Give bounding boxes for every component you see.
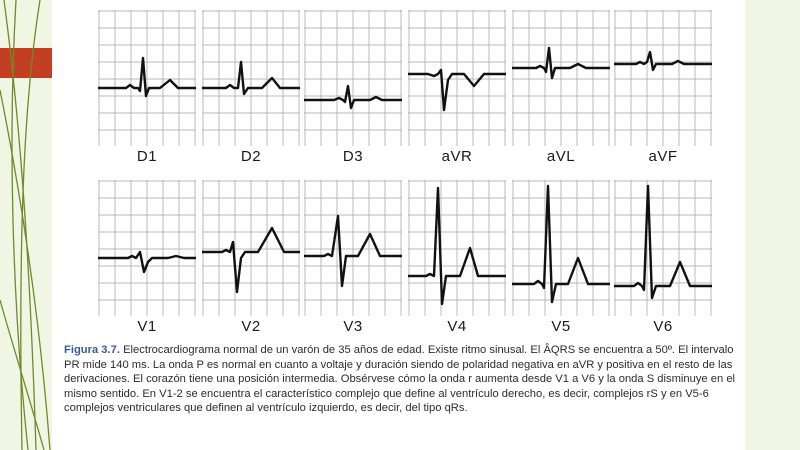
figure-caption bbox=[64, 343, 736, 416]
caption-body: Electrocardiograma normal de un varón de 35 años de edad. Existe ritmo sinusal. El ÂQRS se encuentra a 50º. El intervalo PR mide 140 ms. La onda P es normal en cuanto a voltaje y duración siendo de polaridad negativa en aVR y positiva en el resto de las derivaciones. El corazón tiene una posición intermedia. Obsérvese cómo la onda r aumenta desde V1 a V6 y la onda S disminuye en el mismo sentido. En V1-2 se encuentra el característico complejo que define al ventrículo derecho, es decir, complejos rS y en V5-6 complejos ventriculares que definen al ventrículo izquierdo, es decir, del tipo qRs. bbox=[64, 344, 736, 415]
lead-label-v5: V5 bbox=[551, 318, 571, 335]
caption-figure-number: Figura 3.7. bbox=[64, 344, 120, 356]
ecg-trace-avr bbox=[408, 10, 506, 146]
ecg-grid-v1 bbox=[98, 180, 196, 316]
ecg-trace-d3 bbox=[304, 10, 402, 146]
ecg-grid-v4 bbox=[408, 180, 506, 316]
accent-block bbox=[0, 48, 52, 78]
ecg-trace-v3 bbox=[304, 180, 402, 316]
ecg-grid-d2 bbox=[202, 10, 300, 146]
ecg-trace-v1 bbox=[98, 180, 196, 316]
ecg-trace-avf bbox=[614, 10, 712, 146]
lead-label-avr: aVR bbox=[441, 148, 473, 165]
ecg-trace-d2 bbox=[202, 10, 300, 146]
ecg-trace-v6 bbox=[614, 180, 712, 316]
lead-label-d3: D3 bbox=[342, 148, 364, 165]
lead-label-v6: V6 bbox=[653, 318, 673, 335]
lead-label-v4: V4 bbox=[447, 318, 467, 335]
lead-label-d2: D2 bbox=[240, 148, 262, 165]
ecg-grid-d1 bbox=[98, 10, 196, 146]
ecg-trace-v4 bbox=[408, 180, 506, 316]
ecg-grid-avf bbox=[614, 10, 712, 146]
lead-label-v3: V3 bbox=[343, 318, 363, 335]
ecg-trace-avl bbox=[512, 10, 610, 146]
lead-label-avf: aVF bbox=[648, 148, 678, 165]
ecg-grid-v6 bbox=[614, 180, 712, 316]
ecg-grid-v5 bbox=[512, 180, 610, 316]
ecg-trace-d1 bbox=[98, 10, 196, 146]
lead-label-avl: aVL bbox=[546, 148, 576, 165]
ecg-grid-v2 bbox=[202, 180, 300, 316]
lead-label-v2: V2 bbox=[241, 318, 261, 335]
ecg-grid-v3 bbox=[304, 180, 402, 316]
lead-label-v1: V1 bbox=[137, 318, 157, 335]
ecg-trace-v2 bbox=[202, 180, 300, 316]
figure-panel bbox=[52, 0, 745, 450]
ecg-grid-d3 bbox=[304, 10, 402, 146]
ecg-trace-v5 bbox=[512, 180, 610, 316]
ecg-grid-avr bbox=[408, 10, 506, 146]
ecg-grid-avl bbox=[512, 10, 610, 146]
lead-label-d1: D1 bbox=[136, 148, 158, 165]
